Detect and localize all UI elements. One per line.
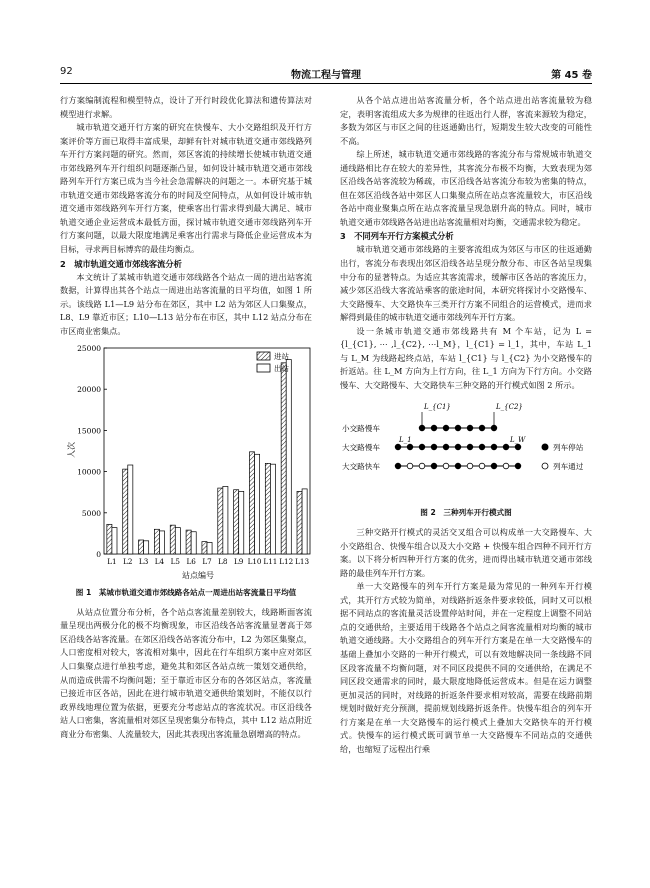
station-stop xyxy=(467,426,473,432)
label-l1: L_1 xyxy=(399,436,412,445)
station-pass xyxy=(407,464,413,470)
paragraph: 本文统计了某城市轨道交通市郊线路各个站点一周的进出站客流数据，计算得出其各个站点一周进出站客流量的日平均值，如图 1 所示。该线路 L1—L9 站分布在郊区，其中 L2 站为郊区人口集聚点，L8、L9 靠近市区；L10—L13 站分布在市区，其中 L12 站点分布在市区商业密集点。 xyxy=(60,271,312,336)
station-pass xyxy=(503,464,509,470)
volume-label: 第 45 卷 xyxy=(551,70,592,81)
legend xyxy=(257,351,289,373)
bar-out-L7 xyxy=(207,543,212,555)
station-stop xyxy=(515,464,521,470)
bar-out-L6 xyxy=(191,532,196,554)
label-lc2: L_{C2} xyxy=(496,403,523,412)
bar-in-L13 xyxy=(297,492,302,555)
bar-in-L3 xyxy=(139,540,144,554)
bar-out-L12 xyxy=(286,360,291,554)
station-stop xyxy=(467,445,473,451)
diagram-legend xyxy=(542,442,584,471)
station-stop xyxy=(431,445,437,451)
bar-in-L1 xyxy=(107,525,112,555)
legend-swatch-in xyxy=(257,352,270,360)
y-tick-label: 25000 xyxy=(77,344,101,354)
bar-out-L9 xyxy=(239,492,244,555)
bar-out-L13 xyxy=(302,489,307,554)
station-pass xyxy=(419,464,425,470)
y-tick-label: 10000 xyxy=(77,467,101,477)
x-tick-label: L3 xyxy=(138,557,149,567)
station-stop xyxy=(395,464,401,470)
x-axis-label: 站点编号 xyxy=(182,571,214,581)
page-number: 92 xyxy=(60,66,73,77)
station-stop xyxy=(503,445,509,451)
figure-2-caption: 图 2 三种列车开行模式图 xyxy=(420,508,512,518)
figure-1 xyxy=(60,340,312,582)
station-stop xyxy=(431,464,437,470)
bar-in-L5 xyxy=(170,525,175,554)
station-stop xyxy=(395,445,401,451)
bar-out-L2 xyxy=(128,465,133,554)
bar-out-L3 xyxy=(144,541,149,554)
y-tick-label: 15000 xyxy=(77,426,101,436)
bar-out-L8 xyxy=(223,487,228,555)
legend-pass-label: 列车通过 xyxy=(553,462,584,472)
left-column xyxy=(60,94,312,741)
x-tick-label: L6 xyxy=(186,557,196,567)
section-heading: 3 不同列车开行方案模式分析 xyxy=(340,231,454,242)
route-diagram xyxy=(340,394,592,502)
x-tick-label: L13 xyxy=(295,557,310,567)
label-lw: L_W xyxy=(510,436,526,445)
plot-frame xyxy=(104,348,310,554)
bar-in-L8 xyxy=(218,488,223,554)
journal-title: 物流工程与管理 xyxy=(291,70,361,81)
x-tick-label: L5 xyxy=(170,557,180,567)
x-tick-label: L2 xyxy=(123,557,133,567)
bar-in-L12 xyxy=(281,363,286,554)
legend-label-in: 进站 xyxy=(274,352,289,362)
station-stop xyxy=(431,426,437,432)
page-header xyxy=(60,66,592,80)
legend-swatch-out xyxy=(257,364,270,372)
x-tick-label: L7 xyxy=(202,557,212,567)
bar-in-L6 xyxy=(186,530,191,554)
bar-in-L11 xyxy=(265,464,270,555)
station-stop xyxy=(491,464,497,470)
station-stop xyxy=(491,445,497,451)
bar-chart xyxy=(60,340,312,582)
station-stop xyxy=(455,445,461,451)
y-axis-label: 人次 xyxy=(67,442,76,459)
y-tick-label: 5000 xyxy=(81,509,101,519)
station-stop xyxy=(515,445,521,451)
paragraph: 单一大交路慢车的列车开行方案是最为常见的一种列车开行模式，其开行方式较为简单，对线路折返条件要求较低，同时又可以根据不同站点的客流量灵活设置停站时间，并在一定程度上调整不同站点的交通供给，主要适用于线路各个站点之间客流量相对均衡的城市轨道交通线路。大小交路组合的列车开行方案是在单一大交路慢车的基础上叠加小交路的一种开行模式，可以有效地解决同一条线路不同区段客流量不均衡问题，对不同区段提供不同的交通供给，在满足不同区段交通需求的同时，最大限度地降低运营成本。但是在运力调整更加灵活的同时，对线路的折返条件要求相对较高，需要在线路前期规划时做好充分预测，提前规划线路折返条件。快慢车组合的列车开行方案是在单一大交路慢车的运行模式上叠加大交路快车的开行模式。快慢车的运行模式既可调节单一大交路慢车不同站点的交通供给，也缩短了远程出行乘 xyxy=(340,581,592,754)
station-stop xyxy=(479,445,485,451)
figure-1-caption: 图 1 某城市轨道交通市郊线路各站点一周进出站客流量日平均值 xyxy=(75,588,297,598)
station-stop xyxy=(455,464,461,470)
paragraph: 城市轨道交通开行方案的研究在快慢车、大小交路组织及开行方案评价等方面已取得丰富成果，却鲜有针对城市轨道交通市郊线路列车开行方案问题的研究。然而，郊区客流的持续增长使城市轨道交通市郊线路列车开行组织问题逐渐凸显，如何设计城市轨道交通市郊线路列车开行方案已成为当今社会急需解决的问题之一。本研究基于城市轨道交通市郊线路客流分布的时间及空间特点，从如何设计城市轨道交通市郊线路列车开行方案，使乘客出行需求得到最大满足、城市轨道交通企业运营成本最低方面，探讨城市轨道交通市郊线路列车开行方案问题，以最大限度地满足乘客出行需求与降低企业运营成本为目标，寻求两目标博弈的最佳均衡点。 xyxy=(60,122,312,255)
bar-in-L2 xyxy=(123,469,128,554)
paragraph: 城市轨道交通市郊线路的主要客流组成为郊区与市区的往返通勤出行，客流分布表现出郊区沿线各站呈现分散分布、市区各站呈现集中分布的显著特点。为适应其客流需求，缓解市区各站的客流压力，减少郊区沿线大客流站乘客的旅途时间，本研究将探讨小交路慢车、大交路慢车、大交路快车三类开行方案不同组合的运营模式，进而求解得到最佳的城市轨道交通市郊线列车开行方案。 xyxy=(340,244,592,323)
station-pass xyxy=(467,464,473,470)
legend-label-out: 出站 xyxy=(274,364,289,374)
bar-in-L9 xyxy=(234,490,239,554)
y-tick-label: 20000 xyxy=(77,385,101,395)
bar-out-L1 xyxy=(112,528,117,554)
bar-in-L4 xyxy=(154,530,159,555)
legend-pass-symbol xyxy=(542,463,548,469)
header-rule xyxy=(60,83,592,84)
bar-in-L7 xyxy=(202,542,207,554)
paragraph: 综上所述，城市轨道交通市郊线路的客流分布与常规城市轨道交通线路相比存在较大的差异性，其客流分布极不均衡，大致表现为郊区沿线各站客流较为稀疏，市区沿线各站客流分布较为密集的特点，但在郊区沿线各站中郊区人口集聚点所在站点客流量较大，市区沿线各站中商业聚集点所在站点客流量呈现急剧升高的特点。同时，城市轨道交通市郊线路各站进出站客流量相对均衡，交通需求较为稳定。 xyxy=(340,149,592,227)
x-tick-label: L8 xyxy=(218,557,228,567)
bar-out-L5 xyxy=(175,528,180,554)
station-pass xyxy=(479,464,485,470)
station-stop xyxy=(443,445,449,451)
right-column xyxy=(340,94,592,756)
x-tick-label: L9 xyxy=(234,557,244,567)
bar-in-L10 xyxy=(249,452,254,554)
station-stop xyxy=(407,445,413,451)
y-tick-label: 0 xyxy=(96,550,101,560)
x-tick-label: L12 xyxy=(279,557,294,567)
route-row-label: 大交路快车 xyxy=(342,462,380,472)
paragraph: 行方案编制流程和模型特点，设计了开行时段优化算法和遗传算法对模型进行求解。 xyxy=(60,95,312,119)
route-row-label: 小交路慢车 xyxy=(342,424,380,434)
paragraph: 三种交路开行模式的灵活交叉组合可以构成单一大交路慢车、大小交路组合、快慢车组合以及大小交路 + 快慢车组合四种不同开行方案。以下将分析四种开行方案的优劣，进而得出城市轨道交通市郊线路的最佳列车开行方案。 xyxy=(340,527,592,578)
x-tick-label: L1 xyxy=(107,557,117,567)
station-stop xyxy=(443,426,449,432)
paragraph: 从站点位置分布分析，各个站点客流量差别较大，线路断面客流量呈现出两极分化的极不均衡现象，市区沿线各站客流量显著高于郊区沿线各站客流量。在郊区沿线各站客流分布中，L2 为郊区集聚点，人口密度相对较大，客流相对集中，因此在行车组织方案中应对郊区人口集聚点进行单独考虑，避免其和郊区各站点统一策划交通供给，从而造成供需不均衡问题；至于靠近市区分布的各郊区站点，客流量已接近市区各站，因此在进行城市轨道交通供给策划时，不能仅以行政界线地理位置为依据，更要充分考虑站点的客流状况。市区沿线各站人口密集，客流量相对郊区呈现密集分布特点，其中 L12 站点附近商业分布密集、人流量较大，因此其表现出客流量急剧增高的特点。 xyxy=(60,606,312,739)
route-row-label: 大交路慢车 xyxy=(342,443,380,453)
x-tick-label: L11 xyxy=(263,557,278,567)
paragraph: 从各个站点进出站客流量分析，各个站点进出站客流量较为稳定，表明客流组成大多为规律的往返出行人群，客流来源较为稳定，多数为郊区与市区之间的往返通勤出行，短期发生较大改变的可能性不高。 xyxy=(340,95,592,146)
legend-stop-label: 列车停站 xyxy=(553,443,584,453)
station-stop xyxy=(479,426,485,432)
paragraph: 设一条城市轨道交通市郊线路共有 M 个车站，记为 L = {l_{C1}, ⋯ ,l_{C2}, ⋯l_M}，l_{C1} = l_1，其中，车站 L_1 与 L_M 为线路起终点站，车站 l_{C1} 与 l_{C2} 为小交路慢车的折返站。往 L_M 方向为上行方向，往 L_1 方向为下行方向。小交路慢车、大交路慢车、大交路快车三种交路的开行模式如图 2 所示。 xyxy=(340,325,592,390)
bar-out-L10 xyxy=(255,455,260,555)
figure-2 xyxy=(340,394,592,502)
station-stop xyxy=(455,426,461,432)
legend-stop-symbol xyxy=(542,444,548,450)
bar-out-L11 xyxy=(270,464,275,554)
section-heading: 2 城市轨道交通市郊线客流分析 xyxy=(60,258,182,269)
station-pass xyxy=(443,464,449,470)
x-tick-label: L10 xyxy=(247,557,262,567)
label-lc1: L_{C1} xyxy=(424,403,451,412)
bar-out-L4 xyxy=(159,531,164,554)
station-stop xyxy=(419,445,425,451)
x-tick-label: L4 xyxy=(154,557,165,567)
